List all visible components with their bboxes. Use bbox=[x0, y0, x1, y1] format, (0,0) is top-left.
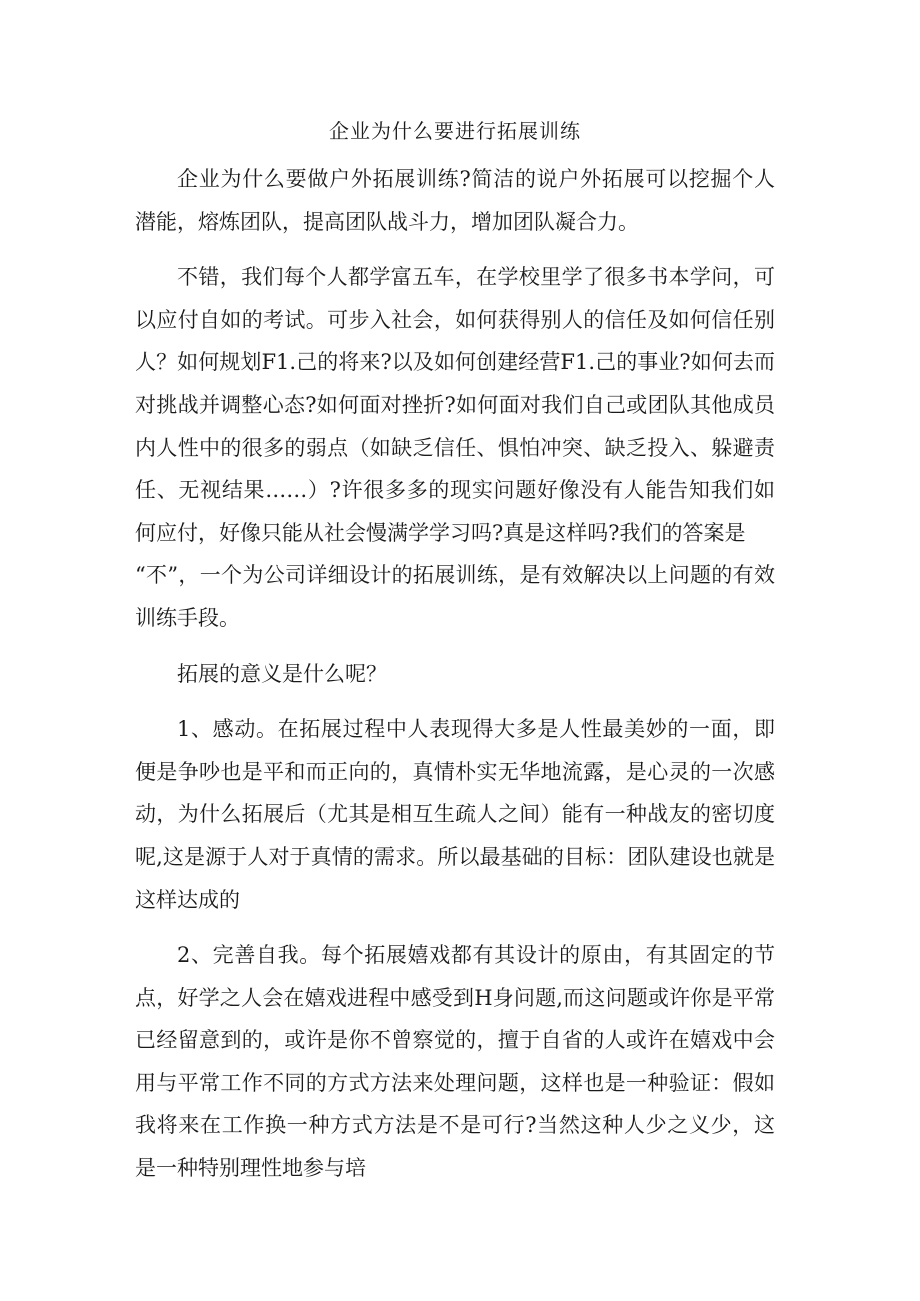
document-page bbox=[135, 0, 775, 1301]
paragraph-answer: “不”，一个为公司详细设计的拓展训练，是有效解决以上问题的有效训练手段。 bbox=[135, 563, 775, 630]
document-body bbox=[135, 158, 775, 1203]
document-title: 企业为什么要进行拓展训练 bbox=[329, 119, 581, 143]
paragraph-questions: 不错，我们每个人都学富五车，在学校里学了很多书本学问，可以应付自如的考试。可步入社会，如何获得别人的信任及如何信任别人？如何规划F1.己的将来?以及如何创建经营F1.己的事业?如何去而对挑战并调整心态?如何面对挫折?如何面对我们自己或团队其他成员内人性中的很多的弱点（如缺乏信任、惧怕冲突、缺乏投入、躲避责任、无视结果……）?许很多多的现实问题好像没有人能告知我们如何应付，好像只能从社会慢满学学习吗?真是这样吗?我们的答案是 bbox=[135, 265, 775, 545]
paragraph-intro: 企业为什么要做户外拓展训练?简洁的说户外拓展可以挖掘个人潜能，熔炼团队，提高团队战斗力，增加团队凝合力。 bbox=[135, 167, 775, 234]
paragraph-meaning-heading: 拓展的意义是什么呢？ bbox=[177, 661, 387, 686]
paragraph-point-1: 1、感动。在拓展过程中人表现得大多是人性最美妙的一面，即便是争吵也是平和而正向的，真情朴实无华地流露，是心灵的一次感动，为什么拓展后（尤其是相互生疏人之间）能有一种战友的密切度呢,这是源于人对于真情的需求。所以最基础的目标：团队建设也就是这样达成的 bbox=[135, 717, 775, 912]
paragraph-point-2: 2、完善自我。每个拓展嬉戏都有其设计的原由，有其固定的节点，好学之人会在嬉戏进程中感受到H身问题,而这问题或许你是平常已经留意到的，或许是你不曾察觉的，擅于自省的人或许在嬉戏中会用与平常工作不同的方式方法来处理问题，这样也是一种验证：假如我将来在工作换一种方式方法是不是可行?当然这种人少之义少，这是一种特别理性地参与培 bbox=[135, 943, 775, 1181]
